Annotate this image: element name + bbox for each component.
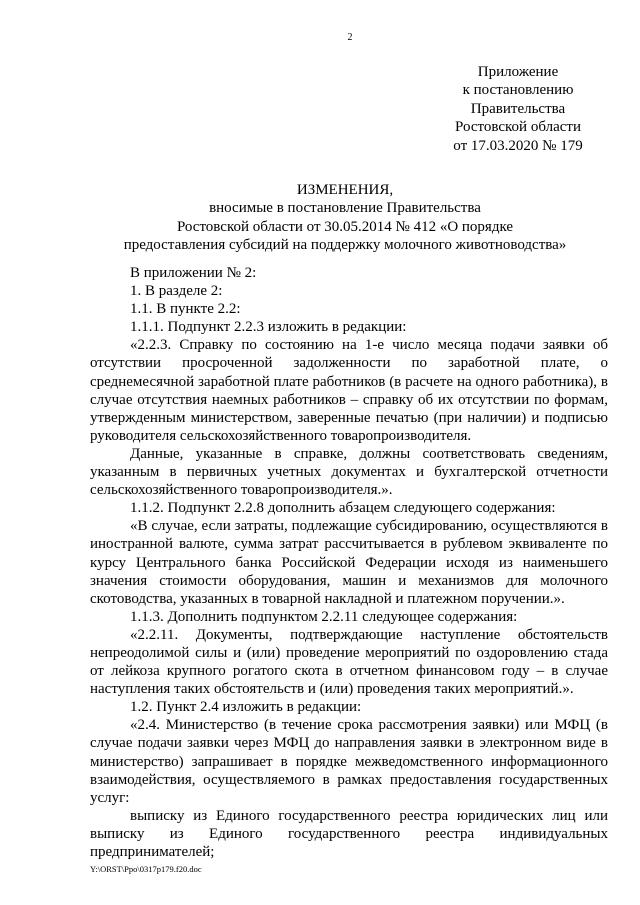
paragraph: 1.1.3. Дополнить подпунктом 2.2.11 следующее содержания: xyxy=(130,608,518,625)
paragraph: «2.2.3. Справку по состоянию на 1-е число месяца подачи заявки об отсутствии просроченной задолженности по заработной плате, о среднемесячной заработной плате работников (в расчете на одного работника), в случае отсутствия наемных работников – справку об их отсутствии по формам, утвержденным министерством, заверенные печатью (при наличии) и подписью руководителя сельскохозяйственного товаропроизводителя. xyxy=(90,337,608,444)
appendix-line: Правительства xyxy=(470,100,566,117)
file-path-footer: Y:\ORST\Ppo\0317p179.f20.doc xyxy=(90,864,202,874)
paragraph: «В случае, если затраты, подлежащие субсидированию, осуществляются в иностранной валюте, сумма затрат рассчитывается в рублевом эквиваленте по курсу Центрального банка Российской Федерации исходя из наименьшего значения стоимости оборудования, машин и механизмов для молочного скотоводства, указанных в товарной накладной и платежном поручении.». xyxy=(90,518,608,607)
paragraph: выписку из Единого государственного реестра юридических лиц или выписку из Единого государственного реестра индивидуальных предпринимателей; xyxy=(90,807,608,860)
appendix-line: к постановлению xyxy=(462,82,574,99)
paragraph: «2.4. Министерство (в течение срока рассмотрения заявки) или МФЦ (в случае подачи заявки через МФЦ до направления заявки в электронном виде в министерство) запрашивает в порядке межведомственного информационного взаимодействия, осуществляемого в рамках предоставления государственных услуг: xyxy=(90,717,608,806)
document-body xyxy=(90,264,608,861)
paragraph: 1.2. Пункт 2.4 изложить в редакции: xyxy=(130,699,362,716)
title-line: вносимые в постановление Правительства xyxy=(209,200,481,217)
paragraph: «2.2.11. Документы, подтверждающие наступление обстоятельств непреодолимой силы и (или) проведение мероприятий по оздоровлению стада от лейкоза крупного рогатого скота в отчетном финансовом году – в случае наступления таких обстоятельств и (или) проведения таких мероприятий.». xyxy=(90,626,608,698)
title-line: Ростовской области от 30.05.2014 № 412 «О порядке xyxy=(176,218,514,235)
paragraph: В приложении № 2: xyxy=(130,265,257,281)
paragraph: 1.1.1. Подпункт 2.2.3 изложить в редакции: xyxy=(130,319,407,336)
paragraph: Данные, указанные в справке, должны соответствовать сведениям, указанным в первичных учетных документах и бухгалтерской отчетности сельскохозяйственного товаропроизводителя.». xyxy=(90,445,608,499)
appendix-line: Ростовской области xyxy=(455,119,581,136)
title-line: предоставления субсидий на поддержку молочного животноводства» xyxy=(123,237,567,254)
page-number: 2 xyxy=(347,32,353,43)
appendix-line: Приложение xyxy=(477,64,559,80)
appendix-header xyxy=(448,63,588,155)
paragraph: 1.1.2. Подпункт 2.2.8 дополнить абзацем следующего содержания: xyxy=(130,500,556,517)
paragraph: 1.1. В пункте 2.2: xyxy=(130,301,241,318)
appendix-line: от 17.03.2020 № 179 xyxy=(453,137,583,154)
document-title xyxy=(90,181,600,255)
title-heading: ИЗМЕНЕНИЯ, xyxy=(296,182,394,198)
paragraph: 1. В разделе 2: xyxy=(130,283,223,300)
